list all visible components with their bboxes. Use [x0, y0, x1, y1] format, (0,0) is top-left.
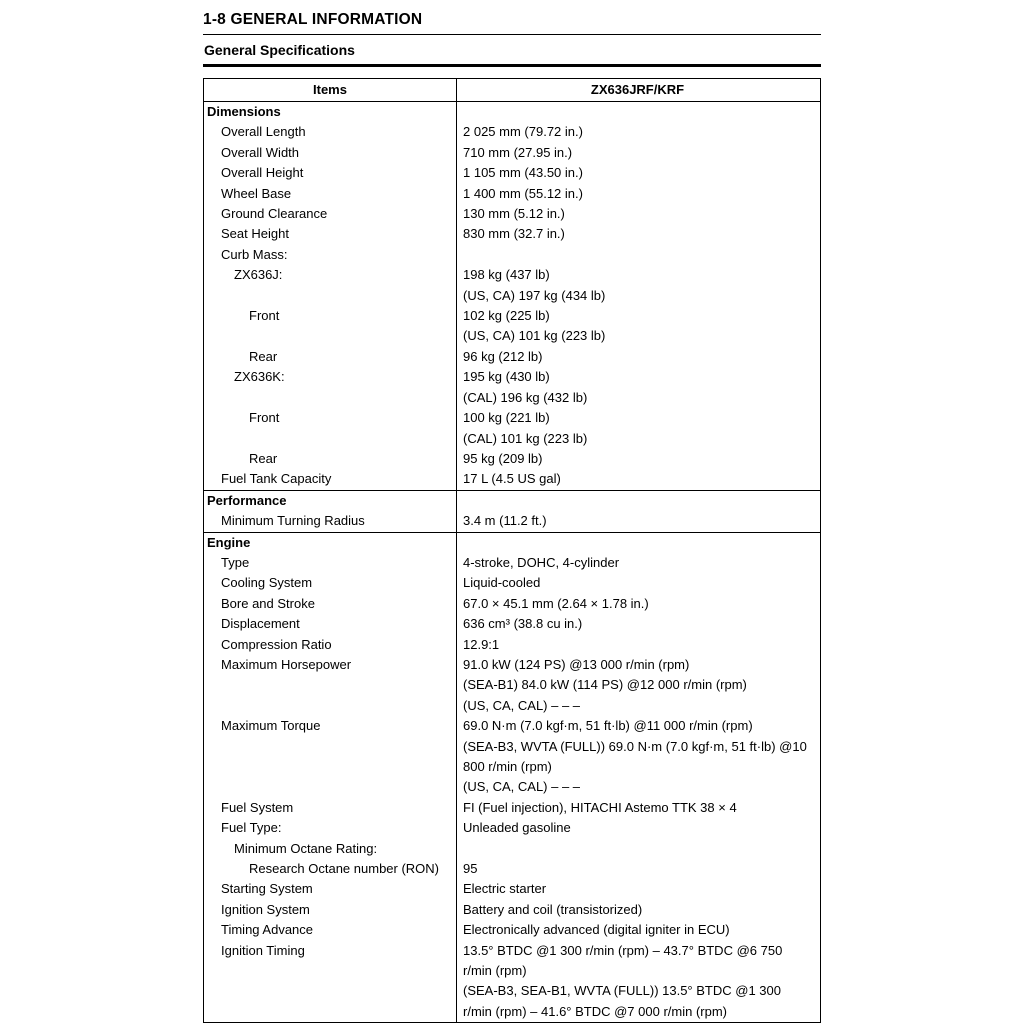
spec-value-cell [457, 367, 820, 408]
spec-item-cell [204, 408, 457, 449]
spec-item-cell [204, 143, 457, 163]
spec-value-line: 710 mm (27.95 in.) [463, 144, 573, 160]
spec-item-cell [204, 122, 457, 142]
spec-item-cell [204, 859, 457, 879]
spec-item-cell [204, 635, 457, 655]
spec-row [204, 920, 820, 940]
spec-value-cell [457, 511, 820, 531]
spec-value-cell [457, 245, 820, 265]
spec-row [204, 245, 820, 265]
section-subtitle: General Specifications [204, 42, 355, 58]
spec-item-cell [204, 204, 457, 224]
spec-row [204, 798, 820, 818]
spec-item-label: Research Octane number (RON) [249, 861, 440, 877]
spec-item-label: Bore and Stroke [221, 595, 315, 611]
spec-value-line: 1 400 mm (55.12 in.) [463, 185, 583, 201]
spec-row [204, 449, 820, 469]
spec-value-cell [457, 553, 820, 573]
spec-item-label: Ignition System [221, 901, 310, 917]
spec-item-label: Timing Advance [221, 922, 314, 938]
spec-value-cell [457, 655, 820, 716]
section-row-dimensions [204, 101, 820, 122]
spec-row [204, 594, 820, 614]
spec-item-label: Compression Ratio [221, 636, 332, 652]
spec-value-cell [457, 941, 820, 1023]
spec-value-line: (US, CA) 197 kg (434 lb) [463, 287, 606, 303]
spec-row [204, 469, 820, 489]
spec-value-cell [457, 184, 820, 204]
spec-value-cell [457, 900, 820, 920]
spec-item-cell [204, 449, 457, 469]
spec-item-cell [204, 511, 457, 531]
general-specifications-table [203, 78, 821, 1023]
spec-value-line: (US, CA, CAL) – – – [463, 697, 581, 713]
spec-item-label: Curb Mass: [221, 246, 288, 262]
spec-value-line: 130 mm (5.12 in.) [463, 206, 565, 222]
spec-row [204, 818, 820, 838]
spec-row [204, 143, 820, 163]
spec-value-line: Electric starter [463, 881, 547, 897]
spec-item-label: Maximum Horsepower [221, 656, 352, 672]
spec-value-cell [457, 449, 820, 469]
spec-value-line: Unleaded gasoline [463, 820, 571, 836]
spec-value-line: 198 kg (437 lb) [463, 267, 550, 283]
spec-value-cell [457, 224, 820, 244]
spec-item-cell [204, 614, 457, 634]
spec-value-line: (CAL) 196 kg (432 lb) [463, 389, 588, 405]
spec-item-label: Minimum Turning Radius [221, 513, 365, 529]
spec-value-line: (SEA-B3, WVTA (FULL)) 69.0 N·m (7.0 kgf·m, 51 ft·lb) @10 800 r/min (rpm) [463, 738, 807, 774]
spec-value-cell [457, 469, 820, 489]
spec-value-line: 96 kg (212 lb) [463, 348, 543, 364]
spec-item-label: Minimum Octane Rating: [234, 840, 378, 856]
spec-item-cell [204, 573, 457, 593]
spec-item-cell [204, 900, 457, 920]
spec-value-line: 1 105 mm (43.50 in.) [463, 165, 583, 181]
section-title: Dimensions [204, 102, 457, 122]
spec-item-cell [204, 594, 457, 614]
spec-value-cell [457, 879, 820, 899]
spec-item-label: Overall Width [221, 144, 300, 160]
spec-item-label: Front [249, 308, 280, 324]
spec-item-cell [204, 469, 457, 489]
spec-item-cell [204, 347, 457, 367]
spec-item-label: ZX636J: [234, 267, 283, 283]
spec-row [204, 184, 820, 204]
spec-value-line: 636 cm³ (38.8 cu in.) [463, 616, 583, 632]
spec-item-cell [204, 879, 457, 899]
section-title: Performance [204, 491, 457, 511]
spec-value-cell [457, 859, 820, 879]
spec-value-line: 102 kg (225 lb) [463, 308, 550, 324]
page-title: 1-8 GENERAL INFORMATION [203, 11, 423, 28]
spec-value-line: (CAL) 101 kg (223 lb) [463, 430, 588, 446]
spec-value-cell [457, 306, 820, 347]
spec-value-line: 17 L (4.5 US gal) [463, 471, 561, 487]
spec-value-cell [457, 818, 820, 838]
spec-value-line: (SEA-B1) 84.0 kW (114 PS) @12 000 r/min (rpm) [463, 677, 747, 693]
spec-value-cell [457, 798, 820, 818]
spec-item-label: Wheel Base [221, 185, 292, 201]
spec-row [204, 122, 820, 142]
section-title: Engine [204, 533, 457, 553]
spec-value-line: Battery and coil (transistorized) [463, 901, 643, 917]
spec-value-cell [457, 716, 820, 798]
spec-value-cell [457, 594, 820, 614]
manual-page [203, 9, 821, 1023]
spec-item-label: Front [249, 410, 280, 426]
section-title-spacer [457, 533, 820, 553]
spec-value-line: Electronically advanced (digital igniter in ECU) [463, 922, 730, 938]
section-title-spacer [457, 491, 820, 511]
spec-value-cell [457, 635, 820, 655]
spec-value-line: 3.4 m (11.2 ft.) [463, 513, 547, 529]
spec-item-label: Ignition Timing [221, 942, 305, 958]
spec-item-label: Fuel Tank Capacity [221, 471, 332, 487]
spec-value-cell [457, 122, 820, 142]
spec-value-line: 67.0 × 45.1 mm (2.64 × 1.78 in.) [463, 595, 649, 611]
spec-item-label: Type [221, 554, 250, 570]
spec-row [204, 900, 820, 920]
table-body [204, 101, 820, 1022]
section-title-spacer [457, 102, 820, 122]
spec-item-label: Rear [249, 450, 278, 466]
spec-row [204, 511, 820, 531]
spec-row [204, 573, 820, 593]
spec-item-cell [204, 163, 457, 183]
spec-item-label: Rear [249, 348, 278, 364]
spec-item-label: Displacement [221, 616, 300, 632]
spec-value-line: 69.0 N·m (7.0 kgf·m, 51 ft·lb) @11 000 r/min (rpm) [463, 718, 753, 734]
spec-value-line: (SEA-B3, SEA-B1, WVTA (FULL)) 13.5° BTDC @1 300 r/min (rpm) – 41.6° BTDC @7 000 r/min (rpm) [463, 983, 781, 1019]
spec-item-label: Seat Height [221, 226, 289, 242]
spec-value-cell [457, 204, 820, 224]
table-header-row [204, 79, 820, 101]
spec-row [204, 635, 820, 655]
spec-value-line: 12.9:1 [463, 636, 500, 652]
spec-item-cell [204, 553, 457, 573]
spec-row [204, 859, 820, 879]
spec-value-cell [457, 265, 820, 306]
spec-row [204, 204, 820, 224]
spec-item-cell [204, 818, 457, 838]
spec-value-line: 4-stroke, DOHC, 4-cylinder [463, 554, 620, 570]
spec-value-line: 95 kg (209 lb) [463, 450, 543, 466]
spec-item-label: ZX636K: [234, 369, 285, 385]
spec-item-cell [204, 941, 457, 1023]
spec-row [204, 163, 820, 183]
spec-row [204, 553, 820, 573]
spec-item-cell [204, 184, 457, 204]
spec-value-line: 100 kg (221 lb) [463, 410, 550, 426]
spec-row [204, 655, 820, 716]
section-row-performance [204, 490, 820, 511]
spec-value-line: 2 025 mm (79.72 in.) [463, 124, 583, 140]
spec-value-line: FI (Fuel injection), HITACHI Astemo TTK 38 × 4 [463, 799, 737, 815]
column-header-items: Items [204, 79, 457, 101]
spec-item-cell [204, 716, 457, 798]
spec-value-cell [457, 163, 820, 183]
spec-row [204, 265, 820, 306]
spec-value-cell [457, 347, 820, 367]
spec-row [204, 614, 820, 634]
spec-item-label: Fuel Type: [221, 820, 282, 836]
spec-value-line: 95 [463, 861, 478, 877]
spec-item-cell [204, 224, 457, 244]
subtitle-rule [203, 64, 821, 67]
spec-item-label: Overall Length [221, 124, 306, 140]
spec-row [204, 716, 820, 798]
spec-item-cell [204, 265, 457, 306]
spec-item-cell [204, 655, 457, 716]
spec-item-label: Maximum Torque [221, 718, 321, 734]
spec-row [204, 306, 820, 347]
spec-row [204, 408, 820, 449]
spec-value-cell [457, 573, 820, 593]
spec-value-line: (US, CA, CAL) – – – [463, 779, 581, 795]
spec-row [204, 347, 820, 367]
spec-item-label: Cooling System [221, 575, 313, 591]
spec-value-line: 13.5° BTDC @1 300 r/min (rpm) – 43.7° BTDC @6 750 r/min (rpm) [463, 942, 783, 979]
spec-value-cell [457, 920, 820, 940]
spec-value-cell [457, 408, 820, 449]
spec-value-line: 830 mm (32.7 in.) [463, 226, 565, 242]
spec-item-cell [204, 245, 457, 265]
spec-row [204, 941, 820, 1023]
spec-item-cell [204, 798, 457, 818]
spec-row [204, 224, 820, 244]
spec-item-label: Fuel System [221, 799, 294, 815]
spec-value-line: Liquid-cooled [463, 575, 541, 591]
spec-row [204, 367, 820, 408]
spec-value-cell [457, 143, 820, 163]
spec-value-cell [457, 614, 820, 634]
spec-value-cell [457, 839, 820, 859]
spec-item-cell [204, 306, 457, 347]
spec-item-cell [204, 920, 457, 940]
spec-row [204, 839, 820, 859]
spec-value-line: 195 kg (430 lb) [463, 369, 550, 385]
spec-item-label: Ground Clearance [221, 206, 328, 222]
spec-value-line: (US, CA) 101 kg (223 lb) [463, 328, 606, 344]
spec-item-cell [204, 839, 457, 859]
spec-item-label: Starting System [221, 881, 313, 897]
spec-value-line: 91.0 kW (124 PS) @13 000 r/min (rpm) [463, 656, 690, 672]
spec-item-label: Overall Height [221, 165, 304, 181]
spec-item-cell [204, 367, 457, 408]
spec-row [204, 879, 820, 899]
column-header-model: ZX636JRF/KRF [590, 82, 685, 97]
section-row-engine [204, 532, 820, 553]
